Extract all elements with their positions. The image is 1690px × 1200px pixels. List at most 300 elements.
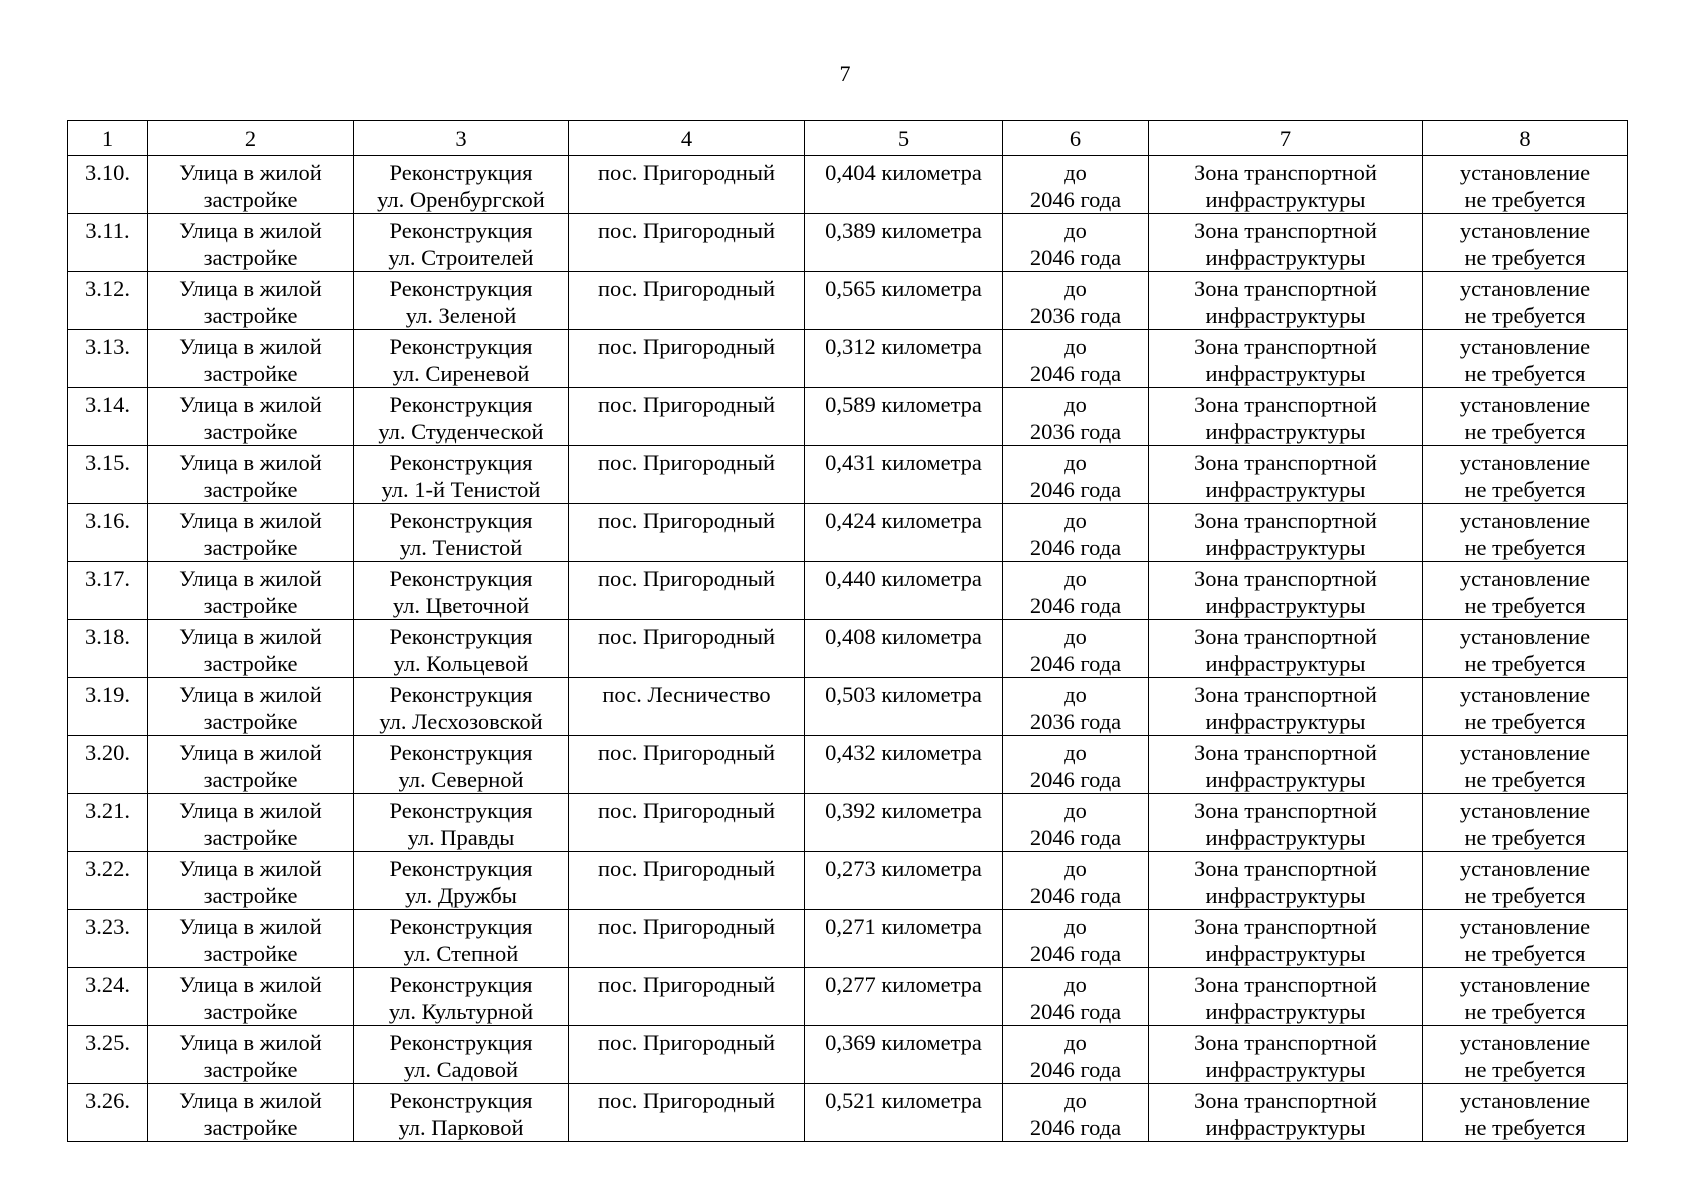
cell-work-type-line: Реконструкция — [389, 392, 533, 417]
column-header: 5 — [805, 121, 1003, 156]
cell-number: 3.22. — [68, 852, 148, 910]
cell-zone — [1149, 562, 1423, 620]
cell-zone-line: Зона транспортной — [1194, 160, 1377, 185]
cell-term — [1003, 330, 1149, 388]
cell-zone-line: Зона транспортной — [1194, 798, 1377, 823]
cell-zone — [1149, 156, 1423, 214]
cell-work-type — [354, 156, 569, 214]
cell-work-type — [354, 968, 569, 1026]
cell-term — [1003, 620, 1149, 678]
cell-zone — [1149, 1084, 1423, 1142]
cell-status — [1423, 620, 1628, 678]
cell-status-line: не требуется — [1464, 419, 1586, 444]
cell-object-type — [148, 620, 354, 678]
cell-term-line: 2046 года — [1029, 187, 1122, 212]
cell-work-type-line: Реконструкция — [389, 798, 533, 823]
table-row — [68, 272, 1628, 330]
cell-work-type — [354, 446, 569, 504]
cell-work-type-line: ул. Правды — [407, 825, 515, 850]
cell-zone-line: инфраструктуры — [1205, 361, 1366, 386]
cell-status-line: установление — [1459, 218, 1591, 243]
cell-status-line: установление — [1459, 450, 1591, 475]
cell-length: 0,389 километра — [805, 214, 1003, 272]
cell-length: 0,312 километра — [805, 330, 1003, 388]
cell-length: 0,424 километра — [805, 504, 1003, 562]
cell-zone-line: Зона транспортной — [1194, 276, 1377, 301]
cell-status-line: не требуется — [1464, 593, 1586, 618]
cell-work-type-line: ул. Дружбы — [405, 883, 517, 908]
cell-status-line: не требуется — [1464, 187, 1586, 212]
cell-object-type-line: застройке — [203, 419, 298, 444]
cell-zone — [1149, 504, 1423, 562]
cell-work-type-line: ул. Зеленой — [405, 303, 517, 328]
cell-status-line: установление — [1459, 682, 1591, 707]
cell-zone-line: Зона транспортной — [1194, 682, 1377, 707]
cell-work-type-line: ул. Культурной — [388, 999, 534, 1024]
cell-zone-line: Зона транспортной — [1194, 1088, 1377, 1113]
cell-zone-line: инфраструктуры — [1205, 709, 1366, 734]
cell-object-type-line: застройке — [203, 1115, 298, 1140]
cell-term-line: до — [1064, 1088, 1087, 1113]
cell-work-type-line: Реконструкция — [389, 682, 533, 707]
cell-location: пос. Пригородный — [569, 330, 805, 388]
cell-zone-line: Зона транспортной — [1194, 856, 1377, 881]
cell-zone-line: инфраструктуры — [1205, 825, 1366, 850]
cell-status — [1423, 736, 1628, 794]
cell-status-line: установление — [1459, 1088, 1591, 1113]
cell-number: 3.14. — [68, 388, 148, 446]
cell-status-line: не требуется — [1464, 883, 1586, 908]
cell-term-line: 2046 года — [1029, 941, 1122, 966]
cell-number: 3.18. — [68, 620, 148, 678]
cell-term — [1003, 1084, 1149, 1142]
cell-work-type-line: Реконструкция — [389, 276, 533, 301]
cell-work-type-line: ул. Строителей — [388, 245, 534, 270]
cell-number: 3.11. — [68, 214, 148, 272]
cell-term-line: 2046 года — [1029, 593, 1122, 618]
cell-work-type-line: ул. Студенческой — [378, 419, 544, 444]
column-header: 8 — [1423, 121, 1628, 156]
cell-work-type — [354, 678, 569, 736]
cell-term-line: до — [1064, 160, 1087, 185]
cell-term — [1003, 388, 1149, 446]
cell-location: пос. Пригородный — [569, 214, 805, 272]
cell-zone-line: инфраструктуры — [1205, 651, 1366, 676]
cell-number: 3.20. — [68, 736, 148, 794]
cell-zone-line: инфраструктуры — [1205, 767, 1366, 792]
cell-location: пос. Пригородный — [569, 1026, 805, 1084]
cell-zone-line: Зона транспортной — [1194, 1030, 1377, 1055]
cell-term-line: 2046 года — [1029, 825, 1122, 850]
cell-term — [1003, 1026, 1149, 1084]
cell-object-type-line: Улица в жилой — [179, 276, 322, 301]
cell-object-type — [148, 562, 354, 620]
cell-term-line: 2046 года — [1029, 535, 1122, 560]
cell-number: 3.12. — [68, 272, 148, 330]
cell-zone-line: инфраструктуры — [1205, 303, 1366, 328]
cell-term — [1003, 852, 1149, 910]
cell-term — [1003, 504, 1149, 562]
cell-term — [1003, 736, 1149, 794]
page-number: 7 — [839, 61, 851, 86]
cell-status-line: не требуется — [1464, 825, 1586, 850]
table-row — [68, 156, 1628, 214]
cell-length: 0,277 километра — [805, 968, 1003, 1026]
cell-work-type-line: ул. Лесхозовской — [379, 709, 543, 734]
cell-object-type-line: Улица в жилой — [179, 798, 322, 823]
cell-zone — [1149, 910, 1423, 968]
cell-work-type-line: Реконструкция — [389, 450, 533, 475]
cell-work-type-line: Реконструкция — [389, 972, 533, 997]
cell-object-type-line: Улица в жилой — [179, 450, 322, 475]
cell-term-line: до — [1064, 798, 1087, 823]
cell-status — [1423, 910, 1628, 968]
cell-zone-line: Зона транспортной — [1194, 392, 1377, 417]
cell-status-line: установление — [1459, 798, 1591, 823]
cell-length: 0,271 километра — [805, 910, 1003, 968]
cell-location: пос. Пригородный — [569, 1084, 805, 1142]
cell-status — [1423, 446, 1628, 504]
cell-work-type — [354, 504, 569, 562]
cell-location: пос. Пригородный — [569, 736, 805, 794]
cell-object-type — [148, 910, 354, 968]
cell-term-line: 2046 года — [1029, 1115, 1122, 1140]
cell-object-type-line: застройке — [203, 651, 298, 676]
cell-zone-line: инфраструктуры — [1205, 187, 1366, 212]
cell-length: 0,273 километра — [805, 852, 1003, 910]
cell-zone — [1149, 678, 1423, 736]
cell-status-line: не требуется — [1464, 303, 1586, 328]
cell-term — [1003, 678, 1149, 736]
table-row — [68, 214, 1628, 272]
cell-term-line: 2036 года — [1029, 709, 1122, 734]
cell-work-type-line: ул. Кольцевой — [393, 651, 529, 676]
cell-term — [1003, 214, 1149, 272]
table-row — [68, 562, 1628, 620]
cell-object-type-line: застройке — [203, 767, 298, 792]
cell-status — [1423, 968, 1628, 1026]
cell-object-type — [148, 272, 354, 330]
cell-zone-line: Зона транспортной — [1194, 334, 1377, 359]
cell-length: 0,392 километра — [805, 794, 1003, 852]
cell-object-type-line: застройке — [203, 1057, 298, 1082]
table-row — [68, 910, 1628, 968]
cell-object-type-line: Улица в жилой — [179, 218, 322, 243]
cell-work-type — [354, 1026, 569, 1084]
cell-status — [1423, 794, 1628, 852]
column-header: 3 — [354, 121, 569, 156]
cell-work-type-line: ул. Парковой — [398, 1115, 524, 1140]
cell-object-type-line: Улица в жилой — [179, 682, 322, 707]
cell-object-type-line: Улица в жилой — [179, 914, 322, 939]
cell-term-line: 2046 года — [1029, 767, 1122, 792]
cell-zone — [1149, 1026, 1423, 1084]
cell-zone-line: Зона транспортной — [1194, 624, 1377, 649]
cell-length: 0,521 километра — [805, 1084, 1003, 1142]
cell-object-type-line: Улица в жилой — [179, 392, 322, 417]
cell-object-type-line: Улица в жилой — [179, 1030, 322, 1055]
cell-number: 3.23. — [68, 910, 148, 968]
cell-location: пос. Пригородный — [569, 620, 805, 678]
table-body — [68, 156, 1628, 1142]
cell-term-line: 2036 года — [1029, 303, 1122, 328]
cell-status-line: не требуется — [1464, 709, 1586, 734]
cell-status-line: установление — [1459, 334, 1591, 359]
cell-work-type-line: ул. Тенистой — [399, 535, 523, 560]
cell-zone-line: Зона транспортной — [1194, 508, 1377, 533]
cell-work-type — [354, 562, 569, 620]
cell-status-line: не требуется — [1464, 767, 1586, 792]
cell-work-type-line: ул. Оренбургской — [377, 187, 545, 212]
cell-work-type-line: ул. Садовой — [403, 1057, 519, 1082]
cell-object-type — [148, 388, 354, 446]
cell-object-type-line: застройке — [203, 303, 298, 328]
cell-status-line: установление — [1459, 856, 1591, 881]
cell-term-line: 2036 года — [1029, 419, 1122, 444]
cell-status-line: установление — [1459, 624, 1591, 649]
cell-object-type — [148, 1084, 354, 1142]
cell-status — [1423, 1084, 1628, 1142]
cell-term — [1003, 968, 1149, 1026]
cell-status — [1423, 156, 1628, 214]
cell-object-type — [148, 1026, 354, 1084]
cell-zone-line: инфраструктуры — [1205, 535, 1366, 560]
cell-term-line: до — [1064, 508, 1087, 533]
cell-status — [1423, 678, 1628, 736]
cell-location: пос. Пригородный — [569, 504, 805, 562]
cell-object-type-line: застройке — [203, 477, 298, 502]
cell-number: 3.10. — [68, 156, 148, 214]
cell-length: 0,589 километра — [805, 388, 1003, 446]
cell-zone — [1149, 968, 1423, 1026]
cell-status — [1423, 272, 1628, 330]
cell-object-type-line: застройке — [203, 999, 298, 1024]
cell-status-line: не требуется — [1464, 941, 1586, 966]
cell-object-type — [148, 446, 354, 504]
cell-work-type-line: Реконструкция — [389, 160, 533, 185]
cell-zone-line: инфраструктуры — [1205, 419, 1366, 444]
cell-term-line: 2046 года — [1029, 883, 1122, 908]
cell-location: пос. Пригородный — [569, 794, 805, 852]
cell-status-line: не требуется — [1464, 651, 1586, 676]
cell-status — [1423, 214, 1628, 272]
cell-number: 3.15. — [68, 446, 148, 504]
cell-work-type — [354, 388, 569, 446]
cell-object-type — [148, 330, 354, 388]
cell-zone-line: Зона транспортной — [1194, 566, 1377, 591]
cell-zone-line: инфраструктуры — [1205, 883, 1366, 908]
cell-work-type-line: ул. Северной — [398, 767, 524, 792]
cell-zone — [1149, 852, 1423, 910]
table-row — [68, 1026, 1628, 1084]
column-header: 1 — [68, 121, 148, 156]
cell-term — [1003, 156, 1149, 214]
cell-term-line: до — [1064, 1030, 1087, 1055]
cell-term — [1003, 910, 1149, 968]
cell-work-type-line: Реконструкция — [389, 334, 533, 359]
cell-zone-line: Зона транспортной — [1194, 914, 1377, 939]
cell-zone-line: инфраструктуры — [1205, 941, 1366, 966]
cell-length: 0,432 километра — [805, 736, 1003, 794]
cell-status-line: не требуется — [1464, 361, 1586, 386]
cell-status — [1423, 388, 1628, 446]
cell-work-type-line: ул. 1-й Тенистой — [381, 477, 541, 502]
cell-work-type — [354, 794, 569, 852]
cell-zone-line: инфраструктуры — [1205, 1057, 1366, 1082]
cell-object-type — [148, 504, 354, 562]
table-row — [68, 504, 1628, 562]
cell-term-line: до — [1064, 914, 1087, 939]
cell-object-type — [148, 968, 354, 1026]
cell-status-line: не требуется — [1464, 477, 1586, 502]
cell-work-type-line: Реконструкция — [389, 914, 533, 939]
cell-zone — [1149, 388, 1423, 446]
cell-zone — [1149, 214, 1423, 272]
cell-object-type-line: Улица в жилой — [179, 1088, 322, 1113]
cell-length: 0,440 километра — [805, 562, 1003, 620]
cell-term-line: 2046 года — [1029, 999, 1122, 1024]
cell-location: пос. Пригородный — [569, 968, 805, 1026]
cell-zone — [1149, 330, 1423, 388]
cell-status-line: не требуется — [1464, 535, 1586, 560]
table-row — [68, 388, 1628, 446]
cell-zone-line: Зона транспортной — [1194, 218, 1377, 243]
cell-object-type — [148, 794, 354, 852]
cell-number: 3.24. — [68, 968, 148, 1026]
cell-object-type — [148, 736, 354, 794]
cell-status-line: не требуется — [1464, 999, 1586, 1024]
table-row — [68, 446, 1628, 504]
cell-object-type-line: Улица в жилой — [179, 624, 322, 649]
cell-location: пос. Пригородный — [569, 910, 805, 968]
cell-object-type-line: застройке — [203, 825, 298, 850]
cell-term-line: до — [1064, 972, 1087, 997]
cell-term-line: до — [1064, 682, 1087, 707]
cell-work-type-line: Реконструкция — [389, 218, 533, 243]
cell-zone-line: инфраструктуры — [1205, 999, 1366, 1024]
cell-work-type-line: Реконструкция — [389, 566, 533, 591]
cell-work-type — [354, 272, 569, 330]
cell-object-type-line: Улица в жилой — [179, 856, 322, 881]
cell-zone-line: инфраструктуры — [1205, 477, 1366, 502]
cell-length: 0,431 километра — [805, 446, 1003, 504]
cell-object-type-line: Улица в жилой — [179, 566, 322, 591]
cell-number: 3.26. — [68, 1084, 148, 1142]
column-header: 7 — [1149, 121, 1423, 156]
cell-object-type-line: Улица в жилой — [179, 334, 322, 359]
cell-status-line: установление — [1459, 508, 1591, 533]
cell-status-line: установление — [1459, 914, 1591, 939]
cell-work-type — [354, 214, 569, 272]
cell-work-type — [354, 910, 569, 968]
cell-work-type — [354, 330, 569, 388]
cell-location: пос. Пригородный — [569, 852, 805, 910]
cell-object-type-line: Улица в жилой — [179, 508, 322, 533]
column-number-header-row — [68, 121, 1628, 156]
cell-number: 3.16. — [68, 504, 148, 562]
cell-location: пос. Пригородный — [569, 156, 805, 214]
cell-zone — [1149, 620, 1423, 678]
cell-zone-line: Зона транспортной — [1194, 450, 1377, 475]
cell-status-line: установление — [1459, 392, 1591, 417]
cell-length: 0,408 километра — [805, 620, 1003, 678]
cell-length: 0,369 километра — [805, 1026, 1003, 1084]
cell-work-type-line: Реконструкция — [389, 740, 533, 765]
cell-object-type-line: застройке — [203, 593, 298, 618]
cell-term-line: 2046 года — [1029, 477, 1122, 502]
cell-term-line: до — [1064, 450, 1087, 475]
cell-term-line: 2046 года — [1029, 245, 1122, 270]
cell-object-type-line: Улица в жилой — [179, 972, 322, 997]
cell-status — [1423, 852, 1628, 910]
cell-object-type-line: застройке — [203, 245, 298, 270]
cell-work-type-line: ул. Цветочной — [392, 593, 530, 618]
objects-table — [67, 120, 1628, 1142]
table-row — [68, 678, 1628, 736]
cell-zone — [1149, 736, 1423, 794]
cell-work-type-line: Реконструкция — [389, 1088, 533, 1113]
cell-status-line: установление — [1459, 276, 1591, 301]
cell-term-line: до — [1064, 566, 1087, 591]
cell-location: пос. Пригородный — [569, 446, 805, 504]
cell-number: 3.13. — [68, 330, 148, 388]
cell-length: 0,503 километра — [805, 678, 1003, 736]
cell-term-line: до — [1064, 218, 1087, 243]
cell-object-type — [148, 156, 354, 214]
table-row — [68, 736, 1628, 794]
cell-term-line: 2046 года — [1029, 361, 1122, 386]
cell-status — [1423, 562, 1628, 620]
cell-object-type — [148, 214, 354, 272]
cell-location: пос. Лесничество — [569, 678, 805, 736]
cell-status — [1423, 1026, 1628, 1084]
cell-status — [1423, 504, 1628, 562]
cell-location: пос. Пригородный — [569, 562, 805, 620]
cell-status-line: не требуется — [1464, 1057, 1586, 1082]
cell-term — [1003, 562, 1149, 620]
cell-status-line: установление — [1459, 1030, 1591, 1055]
cell-term-line: до — [1064, 740, 1087, 765]
cell-zone-line: Зона транспортной — [1194, 972, 1377, 997]
cell-term — [1003, 272, 1149, 330]
cell-length: 0,404 километра — [805, 156, 1003, 214]
cell-work-type-line: Реконструкция — [389, 624, 533, 649]
cell-object-type-line: Улица в жилой — [179, 740, 322, 765]
cell-work-type-line: ул. Степной — [403, 941, 519, 966]
cell-term-line: до — [1064, 624, 1087, 649]
cell-object-type-line: застройке — [203, 941, 298, 966]
cell-object-type-line: застройке — [203, 361, 298, 386]
cell-term-line: 2046 года — [1029, 651, 1122, 676]
table-row — [68, 620, 1628, 678]
cell-length: 0,565 километра — [805, 272, 1003, 330]
table-row — [68, 794, 1628, 852]
cell-work-type — [354, 736, 569, 794]
cell-object-type-line: застройке — [203, 883, 298, 908]
cell-status — [1423, 330, 1628, 388]
cell-work-type — [354, 852, 569, 910]
table-row — [68, 1084, 1628, 1142]
cell-term-line: до — [1064, 276, 1087, 301]
cell-object-type — [148, 852, 354, 910]
cell-status-line: установление — [1459, 972, 1591, 997]
cell-term-line: 2046 года — [1029, 1057, 1122, 1082]
cell-work-type-line: Реконструкция — [389, 1030, 533, 1055]
table-row — [68, 852, 1628, 910]
column-header: 2 — [148, 121, 354, 156]
cell-number: 3.25. — [68, 1026, 148, 1084]
cell-zone — [1149, 446, 1423, 504]
